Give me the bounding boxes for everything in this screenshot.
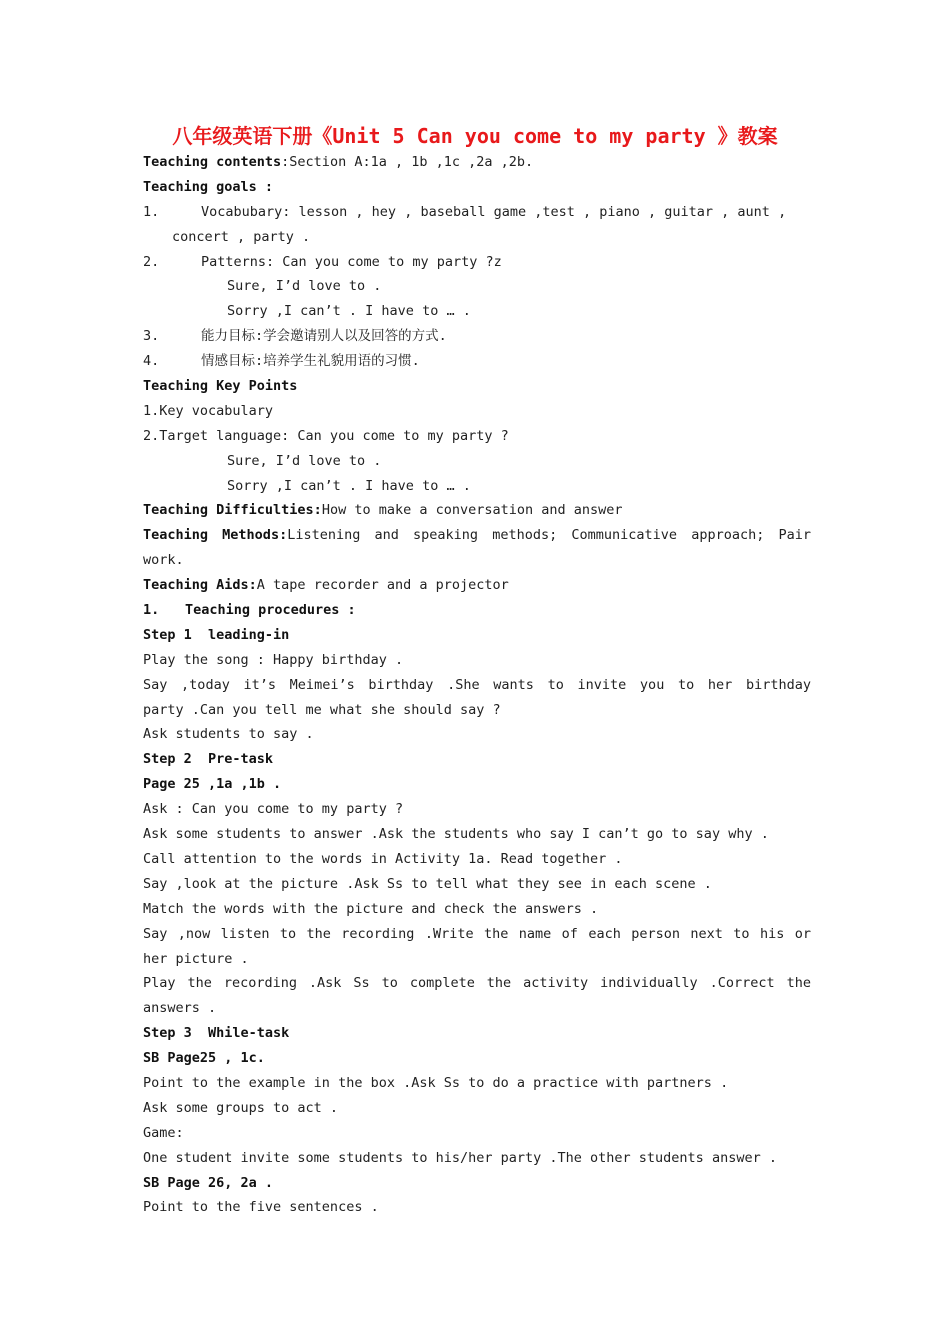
step3-line-4: One student invite some students to his/her party .The other students answer . [143, 1149, 777, 1166]
goal-item-2 [143, 250, 811, 275]
procedures-number: 1. [143, 602, 160, 619]
goal-item-2-sure: Sure, I’d love to . [227, 278, 382, 295]
difficulties-text: How to make a conversation and answer [321, 502, 623, 519]
step3-line-2: Ask some groups to act . [143, 1099, 339, 1116]
procedures-label: Teaching procedures : [185, 602, 356, 619]
teaching-contents-text: :Section A:1a , 1b ,1c ,2a ,2b. [281, 154, 534, 170]
step2-line-4: Say ,look at the picture .Ask Ss to tell what they see in each scene . [143, 875, 712, 892]
aids-line [143, 573, 811, 598]
step1-line-3: party .Can you tell me what she should say ? [143, 701, 501, 718]
goal-item-1-text: Vocabubary: lesson , hey , baseball game ,test , piano , guitar , aunt , [201, 203, 787, 220]
key-point-1: 1.Key vocabulary [143, 402, 274, 419]
goal-item-3 [143, 324, 811, 349]
goal-item-1-number: 1. [143, 203, 160, 220]
step2-line-5: Match the words with the picture and check the answers . [143, 900, 599, 917]
methods-continuation: work. [143, 552, 184, 569]
key-point-2: 2.Target language: Can you come to my party ? [143, 427, 509, 444]
step1-heading: Step 1 leading-in [143, 626, 290, 643]
procedures-heading [143, 598, 811, 623]
goal-item-2-number: 2. [143, 253, 160, 270]
step1-line-4: Ask students to say . [143, 726, 314, 743]
teaching-contents-label: Teaching contents [143, 154, 282, 170]
goal-item-3-number: 3. [143, 328, 160, 345]
aids-label: Teaching Aids: [143, 577, 257, 594]
document-title: 八年级英语下册《Unit 5 Can you come to my party 》教案 [172, 124, 778, 148]
step1-line-1: Play the song : Happy birthday . [143, 651, 404, 668]
goal-item-1-continuation: concert , party . [172, 228, 311, 245]
key-point-sorry: Sorry ,I can’t . I have to … . [227, 477, 471, 494]
step2-line-1: Ask : Can you come to my party ? [143, 801, 404, 818]
step3-line-5: Point to the five sentences . [143, 1199, 379, 1216]
step2-line-7: her picture . [143, 950, 249, 967]
step2-line-6: Say ,now listen to the recording .Write the name of each person next to his or [143, 925, 811, 942]
step2-line-8: Play the recording .Ask Ss to complete the activity individually .Correct the [143, 975, 811, 992]
step2-heading: Step 2 Pre-task [143, 751, 274, 768]
aids-text: A tape recorder and a projector [256, 577, 509, 594]
step3-line-3: Game: [143, 1124, 184, 1141]
step2-line-2: Ask some students to answer .Ask the students who say I can’t go to say why . [143, 826, 769, 843]
document-body [143, 150, 811, 1220]
step3-line-1: Point to the example in the box .Ask Ss to do a practice with partners . [143, 1074, 729, 1091]
goal-item-2-sorry: Sorry ,I can’t . I have to … . [227, 303, 471, 320]
methods-line [143, 523, 811, 548]
goal-item-2-text: Patterns: Can you come to my party ?z [201, 253, 502, 270]
goal-item-1 [143, 200, 811, 225]
goal-item-4-number: 4. [143, 353, 160, 370]
step1-line-2: Say ,today it’s Meimei’s birthday .She wants to invite you to her birthday [143, 676, 811, 693]
key-point-sure: Sure, I’d love to . [227, 452, 382, 469]
key-points-label: Teaching Key Points [143, 378, 298, 395]
step2-line-9: answers . [143, 1000, 217, 1017]
step2-line-3: Call attention to the words in Activity 1a. Read together . [143, 850, 623, 867]
teaching-goals-label: Teaching goals : [143, 178, 274, 195]
goal-item-4 [143, 349, 811, 374]
step3-subheading-2: SB Page 26, 2a . [143, 1174, 274, 1191]
teaching-contents-line [143, 150, 811, 175]
step2-subheading: Page 25 ,1a ,1b . [143, 776, 282, 793]
step3-heading: Step 3 While-task [143, 1025, 290, 1042]
step3-subheading-1: SB Page25 , 1c. [143, 1050, 265, 1067]
methods-text: Listening and speaking methods; Communicative approach; Pair [287, 527, 811, 544]
difficulties-label: Teaching Difficulties: [143, 502, 322, 519]
goal-item-3-text: 能力目标:学会邀请别人以及回答的方式. [201, 328, 447, 345]
methods-label: Teaching Methods: [143, 527, 288, 544]
goal-item-4-text: 情感目标:培养学生礼貌用语的习惯. [201, 353, 420, 370]
difficulties-line [143, 498, 811, 523]
